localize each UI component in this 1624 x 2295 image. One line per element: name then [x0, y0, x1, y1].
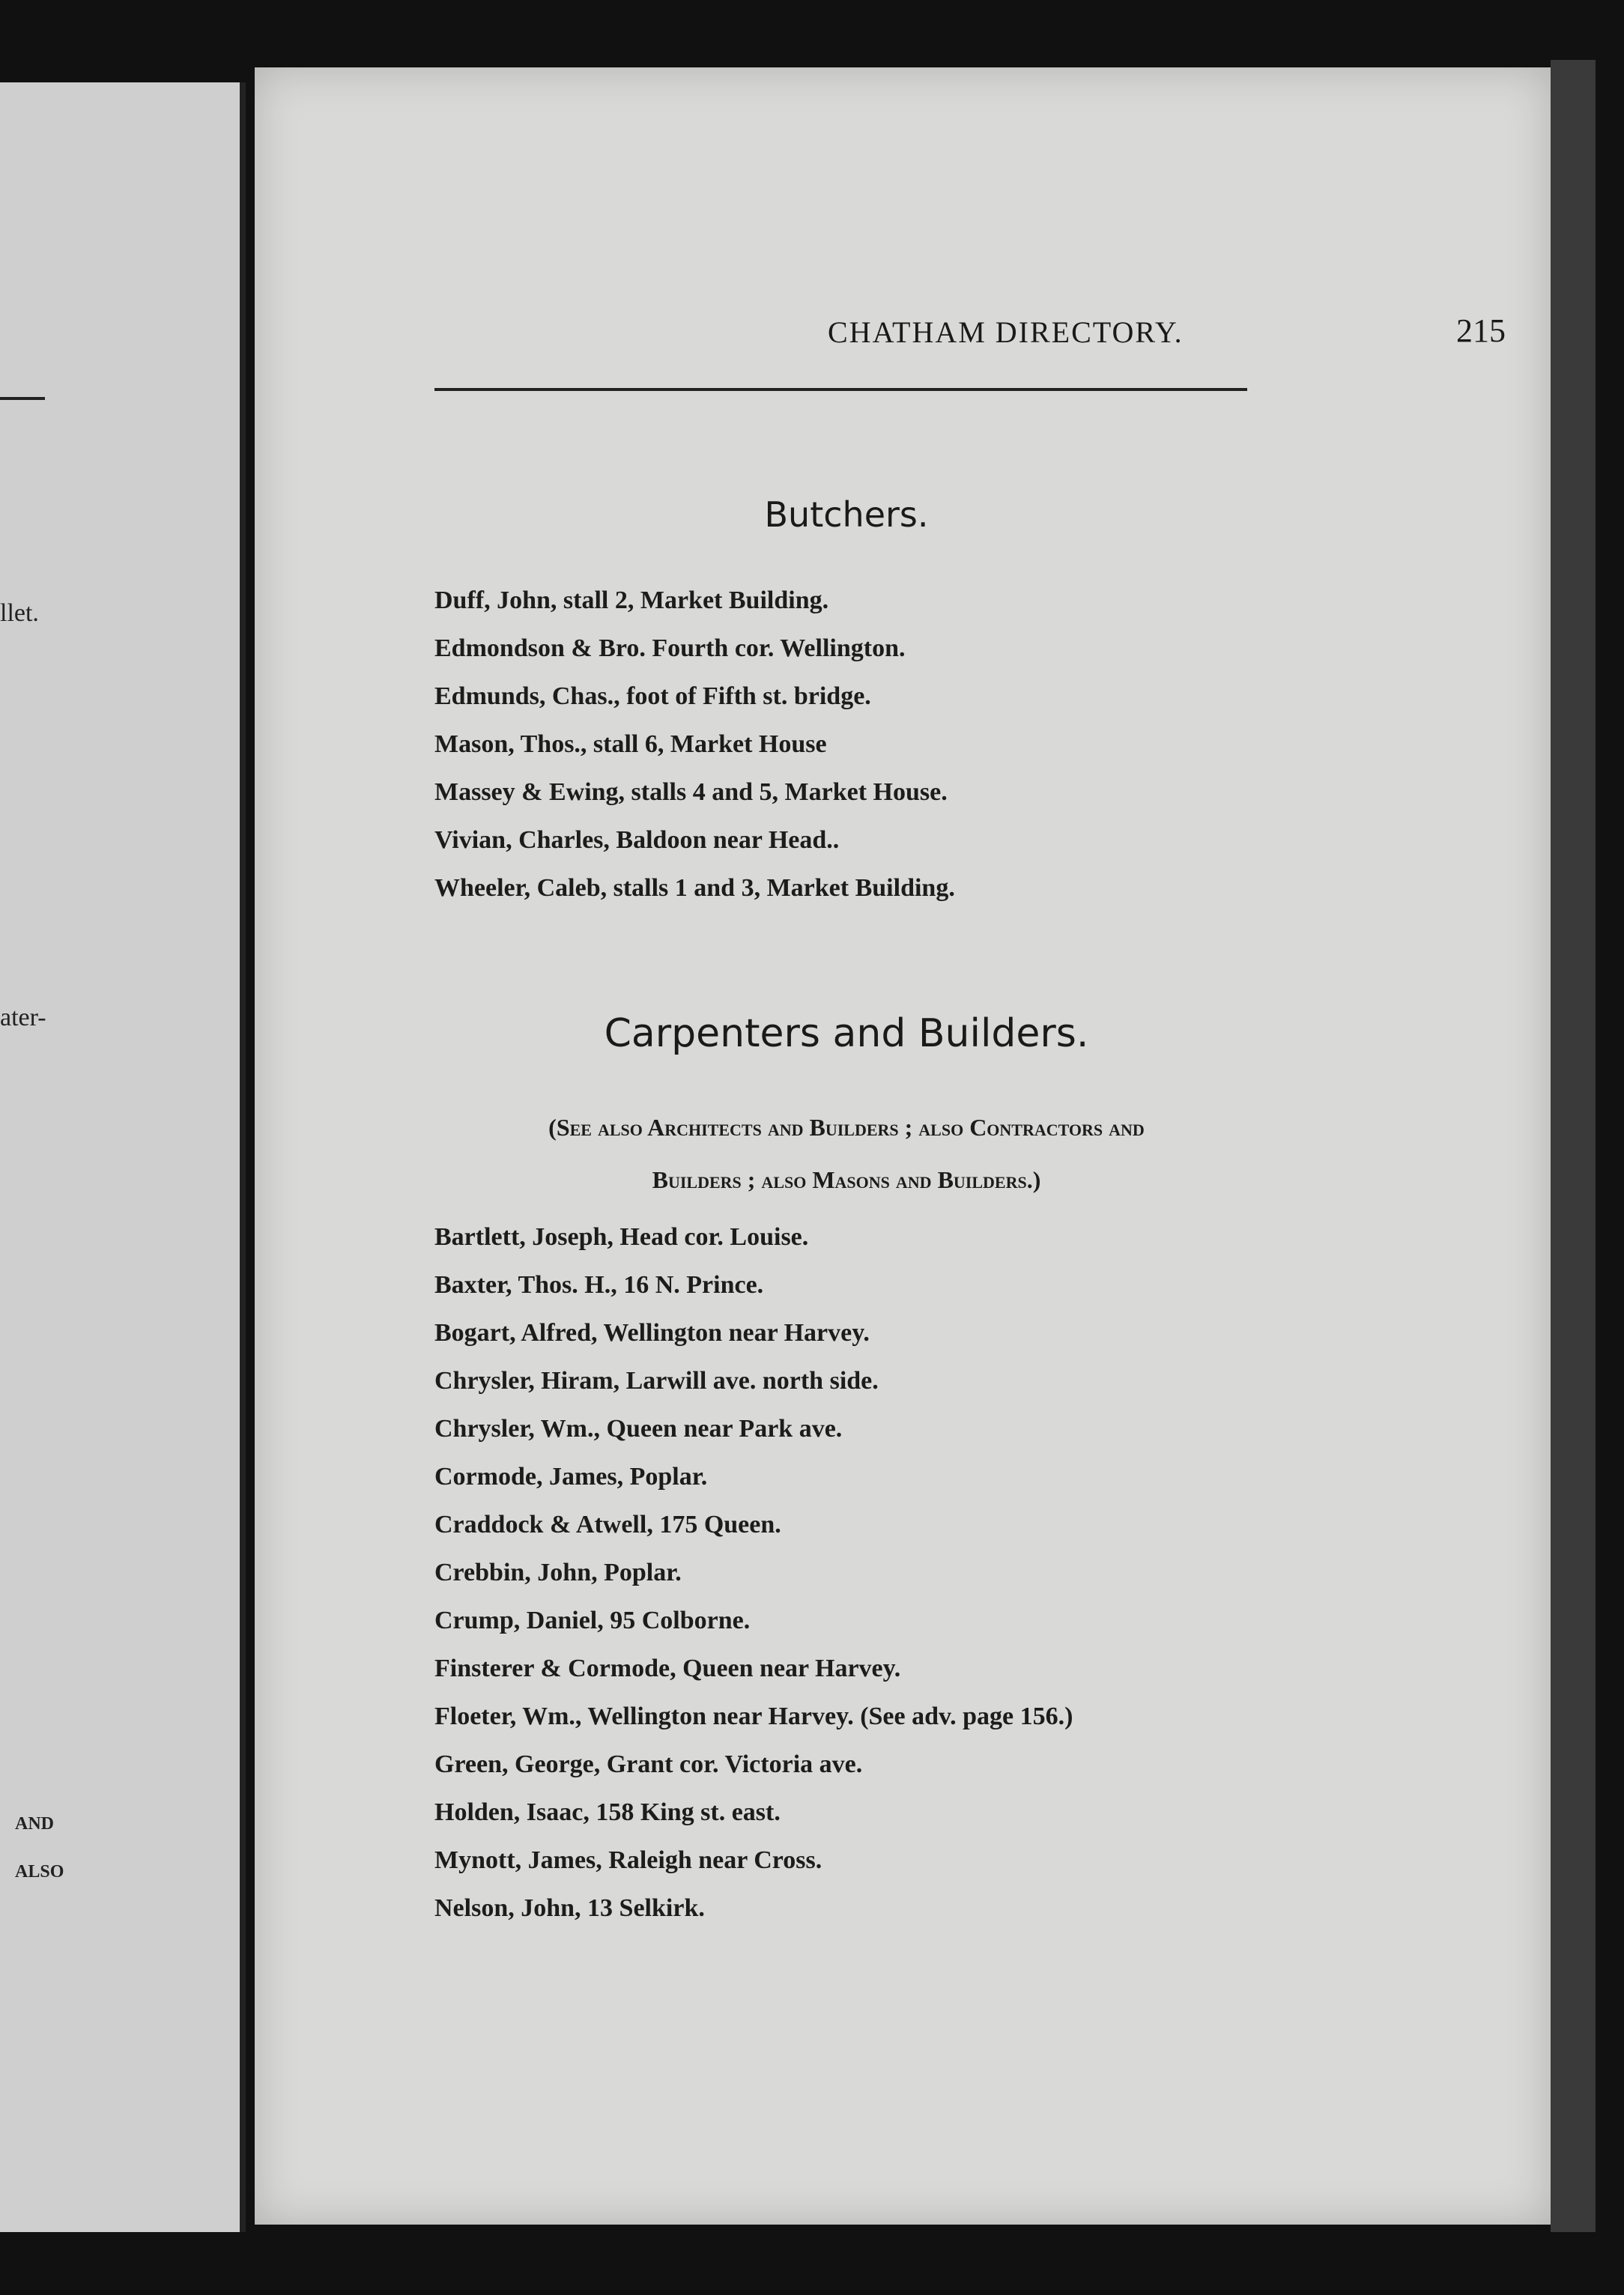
list-item: Vivian, Charles, Baldoon near Head.. [434, 826, 840, 854]
list-item: Nelson, John, 13 Selkirk. [434, 1894, 705, 1922]
list-item: Green, George, Grant cor. Victoria ave. [434, 1750, 863, 1778]
list-item: Holden, Isaac, 158 King st. east. [434, 1798, 781, 1826]
page-edge [1551, 60, 1596, 2232]
facing-page-rule [0, 397, 45, 400]
list-item: Mason, Thos., stall 6, Market House [434, 730, 827, 758]
list-item: Mynott, James, Raleigh near Cross. [434, 1846, 822, 1874]
facing-page-fragment: ater- [0, 1004, 46, 1031]
list-item: Craddock & Atwell, 175 Queen. [434, 1511, 781, 1538]
see-also-line: (See also Architects and Builders ; also Contractors and [548, 1114, 1145, 1141]
list-item: Wheeler, Caleb, stalls 1 and 3, Market Building. [434, 874, 955, 902]
list-item: Floeter, Wm., Wellington near Harvey. (See adv. page 156.) [434, 1703, 1073, 1730]
list-item: Edmunds, Chas., foot of Fifth st. bridge. [434, 682, 871, 710]
list-item: Finsterer & Cormode, Queen near Harvey. [434, 1655, 901, 1682]
facing-page-fragment: llet. [0, 599, 39, 627]
list-item: Bogart, Alfred, Wellington near Harvey. [434, 1319, 870, 1347]
carpenters-list [434, 1213, 1073, 1932]
list-item: Crebbin, John, Poplar. [434, 1559, 682, 1586]
list-item: Chrysler, Hiram, Larwill ave. north side. [434, 1367, 879, 1395]
facing-page-fragment: ALSO [15, 1862, 64, 1882]
list-item: Duff, John, stall 2, Market Building. [434, 586, 829, 614]
header-rule [434, 388, 1247, 391]
section-title-butchers: Butchers. [764, 494, 929, 535]
list-item: Crump, Daniel, 95 Colborne. [434, 1607, 751, 1634]
section-title-carpenters: Carpenters and Builders. [604, 1011, 1089, 1056]
see-also-note [434, 1101, 1258, 1206]
facing-page [0, 82, 246, 2232]
list-item: Massey & Ewing, stalls 4 and 5, Market House. [434, 778, 948, 806]
list-item: Edmondson & Bro. Fourth cor. Wellington. [434, 634, 906, 662]
list-item: Cormode, James, Poplar. [434, 1463, 708, 1491]
list-item: Baxter, Thos. H., 16 N. Prince. [434, 1271, 764, 1299]
see-also-line: Builders ; also Masons and Builders.) [652, 1166, 1041, 1193]
butchers-list [434, 577, 955, 912]
directory-page [255, 67, 1551, 2225]
list-item: Chrysler, Wm., Queen near Park ave. [434, 1415, 843, 1443]
list-item: Bartlett, Joseph, Head cor. Louise. [434, 1223, 809, 1251]
running-title: CHATHAM DIRECTORY. [828, 315, 1184, 349]
facing-page-fragment: AND [15, 1814, 54, 1834]
page-number: 215 [1456, 312, 1506, 349]
running-head [434, 312, 1506, 360]
